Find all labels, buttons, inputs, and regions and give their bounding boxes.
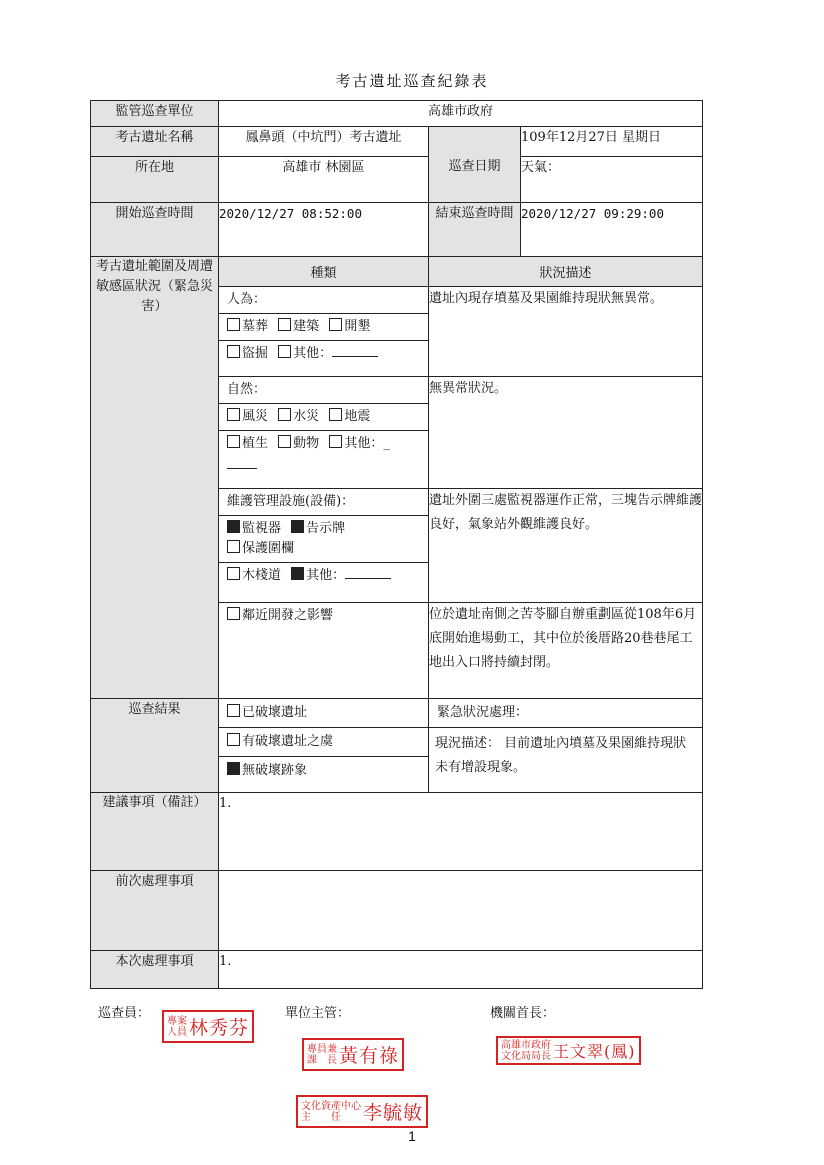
head-stamp-title-1: 高雄市政府 (501, 1039, 551, 1051)
checkbox-destroyed[interactable] (227, 704, 240, 717)
patrol-date-value: 109年12月27日 星期日 (521, 127, 703, 157)
head-stamp-name: 王文翠(鳳) (553, 1042, 636, 1061)
checkbox-looting[interactable] (227, 345, 240, 358)
head-stamp (496, 1036, 641, 1065)
supervisor-stamp-title-2: 課 長 (307, 1054, 337, 1066)
checkbox-development[interactable] (227, 607, 240, 620)
option-signboard: 告示牌 (306, 521, 346, 536)
result-option-none (219, 757, 428, 785)
type-column-header: 種類 (219, 257, 429, 287)
checkbox-no-damage[interactable] (227, 762, 240, 775)
checkbox-animal[interactable] (278, 435, 291, 448)
human-desc: 遺址內現存墳墓及果園維持現狀無異常。 (429, 287, 703, 377)
checkbox-building[interactable] (278, 318, 291, 331)
natural-type-cell (219, 377, 429, 489)
previous-label: 前次處理事項 (91, 871, 219, 951)
current-handling-label: 本次處理事項 (91, 951, 219, 989)
checkbox-burial[interactable] (227, 318, 240, 331)
current-handling-value: 1. (219, 951, 703, 989)
option-fence: 保護圍欄 (242, 541, 295, 556)
option-destroyed: 已破壞遺址 (242, 705, 308, 720)
development-desc: 位於遺址南側之苦苓腳自辦重劃區從108年6月底開始進場動工，其中位於後厝路20巷巷尾工地出入口將持續封閉。 (429, 603, 703, 699)
form-title: 考古遺址巡查紀錄表 (335, 72, 489, 90)
site-name-label: 考古遺址名稱 (91, 127, 219, 157)
checkbox-human-other[interactable] (278, 345, 291, 358)
option-risk: 有破壞遺址之虞 (242, 734, 334, 749)
head-label: 機關首長： (490, 1006, 556, 1021)
human-other-blank[interactable] (332, 346, 378, 357)
emergency-handling: 緊急狀況處理： (429, 699, 702, 728)
previous-value (219, 871, 703, 951)
option-burial: 墓葬 (242, 319, 269, 334)
natural-options-row2 (219, 431, 428, 472)
option-no-damage: 無破壞跡象 (242, 763, 308, 778)
center-stamp (296, 1095, 428, 1128)
patrol-record-table (90, 100, 703, 989)
center-stamp-title-1: 文化資產中心 (301, 1100, 361, 1112)
result-desc-cell (429, 699, 703, 793)
checkbox-flood[interactable] (278, 408, 291, 421)
end-time-value: 2020/12/27 09:29:00 (521, 203, 703, 257)
development-type-cell (219, 603, 429, 699)
inspector-stamp-title-2: 人員 (167, 1026, 187, 1038)
patrol-date-label: 巡查日期 (429, 127, 521, 203)
supervisor-stamp (302, 1038, 404, 1071)
option-flood: 水災 (293, 409, 320, 424)
facility-title: 維護管理設施(設備)： (219, 489, 428, 516)
weather-field: 天氣： (521, 157, 703, 203)
option-human-other: 其他： (293, 346, 333, 361)
checkbox-cctv[interactable] (227, 520, 240, 533)
checkbox-natural-other[interactable] (329, 435, 342, 448)
supervisor-stamp-name: 黃有祿 (339, 1045, 400, 1067)
facility-type-cell (219, 489, 429, 603)
facility-options-row1 (219, 516, 428, 563)
checkbox-boardwalk[interactable] (227, 567, 240, 580)
page-number: 1 (408, 1128, 416, 1144)
site-name-value: 鳳鼻頭（中坑門）考古遺址 (219, 127, 429, 157)
checkbox-fence[interactable] (227, 540, 240, 553)
inspector-label: 巡查員： (98, 1006, 151, 1021)
status-section-label: 考古遺址範圍及周遭敏感區狀況（緊急災害） (91, 257, 219, 699)
supervisor-stamp-title-1: 專員兼 (307, 1043, 337, 1055)
location-value: 高雄市 林園區 (219, 157, 429, 203)
option-earthquake: 地震 (344, 409, 371, 424)
checkbox-earthquake[interactable] (329, 408, 342, 421)
result-option-destroyed (219, 699, 428, 728)
checkbox-cultivation[interactable] (329, 318, 342, 331)
human-options-row1 (219, 314, 428, 341)
option-building: 建築 (293, 319, 320, 334)
inspector-stamp-title-1: 專案 (167, 1015, 187, 1027)
human-title: 人為： (219, 287, 428, 314)
center-stamp-name: 李毓敏 (363, 1102, 424, 1124)
human-options-row2 (219, 341, 428, 367)
current-status-desc: 現況描述： 目前遺址內墳墓及果園維持現狀未有增設現象。 (435, 736, 687, 775)
option-vegetation: 植生 (242, 436, 269, 451)
facility-other-blank[interactable] (345, 568, 391, 579)
facility-options-row2 (219, 563, 428, 589)
supervisor-label: 單位主管： (285, 1006, 351, 1021)
human-type-cell (219, 287, 429, 377)
natural-title: 自然： (219, 377, 428, 404)
option-natural-other: 其他：_ (344, 436, 390, 451)
option-development: 鄰近開發之影響 (242, 608, 334, 623)
unit-value: 高雄市政府 (219, 101, 703, 127)
checkbox-wind[interactable] (227, 408, 240, 421)
checkbox-facility-other[interactable] (291, 567, 304, 580)
head-stamp-title-2: 文化局局長 (501, 1050, 551, 1062)
checkbox-vegetation[interactable] (227, 435, 240, 448)
natural-other-blank[interactable] (227, 458, 257, 469)
inspector-stamp (162, 1010, 254, 1043)
natural-desc: 無異常狀況。 (429, 377, 703, 489)
option-cctv: 監視器 (242, 521, 282, 536)
result-options-cell (219, 699, 429, 793)
suggestion-label: 建議事項（備註） (91, 793, 219, 871)
checkbox-signboard[interactable] (291, 520, 304, 533)
desc-column-header: 狀況描述 (429, 257, 703, 287)
option-looting: 盜掘 (242, 346, 269, 361)
option-boardwalk: 木棧道 (242, 568, 282, 583)
option-animal: 動物 (293, 436, 320, 451)
center-stamp-title-2: 主 任 (301, 1111, 341, 1123)
option-wind: 風災 (242, 409, 269, 424)
start-time-label: 開始巡查時間 (91, 203, 219, 257)
option-cultivation: 開墾 (344, 319, 371, 334)
unit-label: 監管巡查單位 (91, 101, 219, 127)
development-option-row (219, 603, 428, 629)
suggestion-value: 1. (219, 793, 703, 871)
checkbox-risk[interactable] (227, 733, 240, 746)
result-label: 巡查結果 (91, 699, 219, 793)
natural-options-row1 (219, 404, 428, 431)
location-label: 所在地 (91, 157, 219, 203)
option-facility-other: 其他： (306, 568, 346, 583)
facility-desc: 遺址外圍三處監視器運作正常，三塊告示牌維護良好，氣象站外觀維護良好。 (429, 489, 703, 603)
result-option-risk (219, 728, 428, 757)
inspector-stamp-name: 林秀芬 (189, 1017, 250, 1039)
start-time-value: 2020/12/27 08:52:00 (219, 203, 429, 257)
end-time-label: 結束巡查時間 (429, 203, 521, 257)
